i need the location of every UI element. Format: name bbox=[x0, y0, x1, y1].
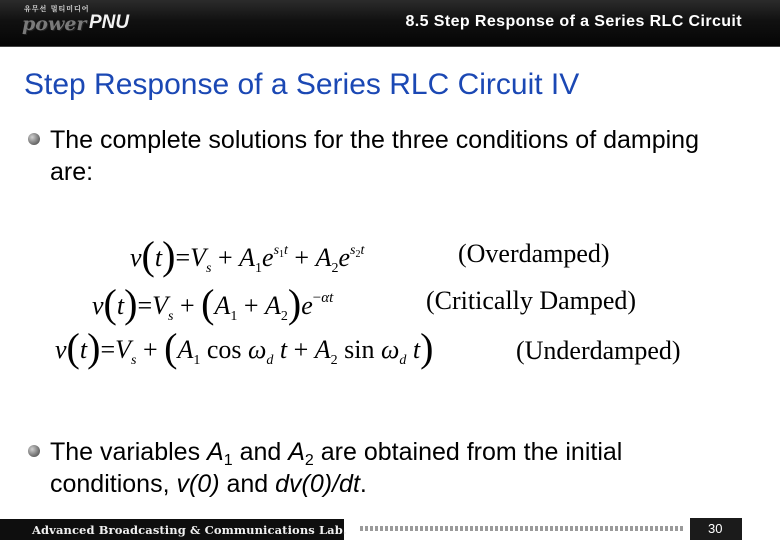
footer-lab-bar bbox=[0, 519, 347, 540]
logo-power: power bbox=[22, 13, 87, 35]
label-overdamped: (Overdamped) bbox=[458, 239, 610, 268]
equation-underdamped: $v(t)=V_s + (A_1$ $\cos \omega_d$ $t + A_2$ $\sin \omega_d$ t) bbox=[55, 325, 434, 370]
page-number: 30 bbox=[708, 521, 723, 536]
label-critically-damped: (Critically Damped) bbox=[426, 286, 637, 315]
bullet-icon bbox=[28, 133, 40, 145]
label-underdamped: (Underdamped) bbox=[516, 336, 681, 365]
section-title: 8.5 Step Response of a Series RLC Circuit bbox=[405, 13, 742, 30]
equation-overdamped: $v(t)=V_s + A_1e^s1t + A_2e^s2t$ bbox=[130, 233, 365, 278]
header-bar bbox=[0, 0, 780, 47]
bullet-item-2 bbox=[28, 436, 728, 500]
equations-block bbox=[0, 225, 780, 375]
logo-pnu: PNU bbox=[89, 12, 130, 33]
bullet-text-1: The complete solutions for the three conditions of damping are: bbox=[50, 126, 699, 186]
slide-title: Step Response of a Series RLC Circuit IV bbox=[24, 68, 580, 101]
page-number-box bbox=[690, 518, 742, 540]
footer-divider bbox=[360, 526, 685, 531]
bullet-icon bbox=[28, 445, 40, 457]
equation-critically-damped: $v(t)=V_s + (A_1 + A_2)e^-\alpha t$ bbox=[92, 281, 334, 326]
bullet-item-1 bbox=[28, 124, 728, 188]
equations-graphic bbox=[0, 225, 780, 375]
footer-lab-name: Advanced Broadcasting & Communications Lab. bbox=[32, 523, 347, 537]
bullet-text-2: The variables $A_1$ and $A_2$ are obtained from the initial conditions, v(0) and dv(0)/dt. bbox=[50, 438, 623, 498]
logo-tagline: 유무선 멀티미디어 bbox=[24, 5, 90, 13]
